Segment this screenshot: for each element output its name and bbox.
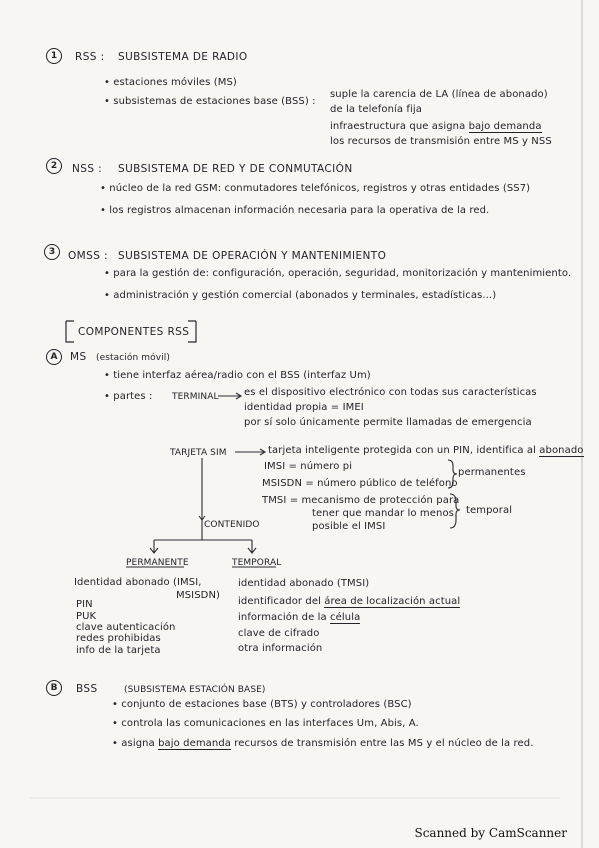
perm-item-puk: PUK	[76, 611, 97, 622]
ms-subtitle: (estación móvil)	[96, 353, 171, 363]
temporal-heading: TEMPORAL	[232, 558, 282, 568]
msisdn-line: MSISDN = número público de teléfono	[262, 478, 458, 489]
section-2-title: SUBSISTEMA DE RED Y DE CONMUTACIÓN	[118, 163, 353, 175]
s3-bullet-2: • administración y gestión comercial (abonados y terminales, estadísticas...)	[104, 290, 497, 301]
temp-item-2: identificador del área de localización actual	[238, 596, 461, 607]
section-number-3: 3	[44, 244, 60, 260]
temporal-brace-label: temporal	[466, 505, 513, 516]
contenido-label: CONTENIDO	[204, 520, 260, 530]
bss-code: BSS	[76, 683, 98, 695]
s2-bullet-1: • núcleo de la red GSM: conmutadores telefónicos, registros y otras entidades (SS7)	[100, 183, 531, 194]
s3-bullet-1: • para la gestión de: configuración, operación, seguridad, monitorización y mantenimiento.	[104, 268, 572, 279]
section-1-title: SUBSISTEMA DE RADIO	[118, 51, 248, 63]
temp-item-1: identidad abonado (TMSI)	[238, 578, 370, 589]
bss-subtitle: (SUBSISTEMA ESTACIÓN BASE)	[124, 685, 266, 695]
perm-item-pin: PIN	[76, 599, 93, 610]
temp-item-5: otra información	[238, 643, 323, 654]
bss-bullet-3: • asigna bajo demanda recursos de transmisión entre las MS y el núcleo de la red.	[112, 738, 534, 749]
sim-line-1: tarjeta inteligente protegida con un PIN, identifica al abonado	[268, 445, 584, 456]
bss-bullet-2: • controla las comunicaciones en las interfaces Um, Abis, A.	[112, 718, 419, 729]
section-3-title: SUBSISTEMA DE OPERACIÓN Y MANTENIMIENTO	[118, 250, 387, 262]
s1-bullet-2-line-d: los recursos de transmisión entre MS y NSS	[330, 136, 552, 147]
section-1-code: RSS :	[75, 51, 105, 63]
perm-item-clave: clave autenticación	[76, 622, 176, 633]
section-2-code: NSS :	[72, 163, 103, 175]
perm-item-info: info de la tarjeta	[76, 645, 161, 656]
tmsi-line-2: tener que mandar lo menos	[312, 508, 454, 519]
s1-bullet-2: • subsistemas de estaciones base (BSS) :	[104, 96, 316, 107]
perm-item-1: Identidad abonado (IMSI,	[74, 577, 202, 588]
permanentes-brace-label: permanentes	[458, 467, 526, 478]
section-letter-a: A	[46, 349, 62, 365]
bss-bullet-1: • conjunto de estaciones base (BTS) y controladores (BSC)	[112, 699, 412, 710]
ms-bullet-partes: • partes :	[104, 391, 153, 402]
section-3-code: OMSS :	[68, 250, 108, 262]
s1-bullet-1: • estaciones móviles (MS)	[104, 77, 237, 88]
perm-item-redes: redes prohibidas	[76, 633, 161, 644]
section-letter-b: B	[46, 680, 62, 696]
tmsi-line-1: TMSI = mecanismo de protección para	[262, 495, 460, 506]
temp-item-4: clave de cifrado	[238, 628, 320, 639]
s1-bullet-2-line-c: infraestructura que asigna bajo demanda	[330, 121, 542, 132]
ms-bullet-1: • tiene interfaz aérea/radio con el BSS (interfaz Um)	[104, 370, 371, 381]
sim-label: TARJETA SIM	[170, 448, 227, 458]
temp-item-3: información de la célula	[238, 612, 361, 623]
terminal-label: TERMINAL	[172, 392, 219, 402]
terminal-line-3: por sí solo únicamente permite llamadas de emergencia	[244, 417, 532, 428]
permanente-heading: PERMANENTE	[126, 558, 189, 568]
components-heading: COMPONENTES RSS	[78, 326, 190, 338]
terminal-line-2: identidad propia = IMEI	[244, 402, 364, 413]
terminal-line-1: es el dispositivo electrónico con todas sus características	[244, 387, 537, 398]
imsi-line: IMSI = número pi	[264, 461, 353, 472]
s2-bullet-2: • los registros almacenan información necesaria para la operativa de la red.	[100, 205, 490, 216]
tmsi-line-3: posible el IMSI	[312, 521, 386, 532]
ms-code: MS	[70, 351, 87, 363]
section-number-2: 2	[46, 158, 62, 174]
section-number-1: 1	[46, 48, 62, 64]
s1-bullet-2-line-a: suple la carencia de LA (línea de abonado)	[330, 89, 548, 100]
scanner-footer: Scanned by CamScanner	[414, 826, 567, 840]
s1-bullet-2-line-b: de la telefonía fija	[330, 104, 423, 115]
perm-item-1b: MSISDN)	[176, 590, 221, 601]
